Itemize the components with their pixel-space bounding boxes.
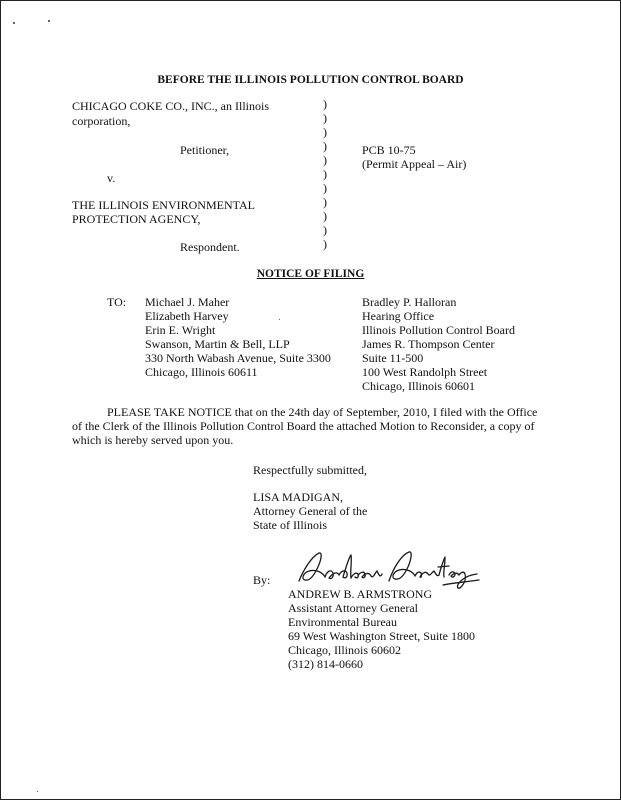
case-number: PCB 10-75 [362,143,416,157]
recipient-line: Erin E. Wright [145,323,216,337]
recipient-line: Hearing Office [362,309,435,323]
paren: ) [323,139,327,153]
recipient-line: Bradley P. Halloran [362,295,457,309]
paren: ) [323,97,327,111]
caption-parentheses [323,97,327,251]
signer-line: ANDREW B. ARMSTRONG [288,587,433,601]
scan-speck [13,22,15,24]
versus-label: v. [107,171,116,185]
case-type: (Permit Appeal – Air) [362,157,467,171]
respondent-label: Respondent. [180,240,240,254]
scan-speck [37,791,38,792]
paren: ) [323,237,327,251]
recipient-line: 100 West Randolph Street [362,365,488,379]
to-label: TO: [107,295,127,309]
paren: ) [323,125,327,139]
party1-line2: corporation, [72,114,131,128]
signer-block [288,587,475,671]
recipient-line: Chicago, Illinois 60601 [362,379,475,393]
attorney-general-block [253,490,367,532]
recipient-line: Elizabeth Harvey [145,309,229,323]
recipient-line: Chicago, Illinois 60611 [145,365,258,379]
paren: ) [323,111,327,125]
petitioner-label: Petitioner, [180,143,230,157]
recipient-line: Suite 11-500 [362,351,424,365]
recipient-line: Illinois Pollution Control Board [362,323,516,337]
paren: ) [323,195,327,209]
signer-line: Chicago, Illinois 60602 [288,643,401,657]
party2-line1: THE ILLINOIS ENVIRONMENTAL [72,198,256,212]
recipients-left [145,295,331,379]
recipient-line: Swanson, Martin & Bell, LLP [145,337,290,351]
signer-line: Environmental Bureau [288,615,397,629]
party2-line2: PROTECTION AGENCY, [72,212,201,226]
party1-line1: CHICAGO COKE CO., INC., an Illinois [72,99,269,113]
signer-line: (312) 814-0660 [288,657,363,671]
signer-line: 69 West Washington Street, Suite 1800 [288,629,475,643]
scan-speck [48,20,50,22]
paren: ) [323,223,327,237]
paren: ) [323,153,327,167]
paren: ) [323,209,327,223]
notice-body: PLEASE TAKE NOTICE that on the 24th day of September, 2010, I filed with the Office of the Clerk of the Illinois Pollution Control Board the attached Motion to Reconsider, a copy of which is hereby served upon you. [72,405,538,447]
recipient-line: James R. Thompson Center [362,337,495,351]
closing-line: Respectfully submitted, [253,463,367,477]
paren: ) [323,167,327,181]
by-label: By: [253,573,271,587]
recipient-line: Michael J. Maher [145,295,230,309]
notice-heading: NOTICE OF FILING [256,268,365,280]
signer-line: Assistant Attorney General [288,601,418,615]
recipients-right [362,295,515,393]
ag-line: LISA MADIGAN, [253,490,343,504]
recipient-line: 330 North Wabash Avenue, Suite 3300 [145,351,331,365]
ag-line: Attorney General of the [253,504,368,518]
paren: ) [323,181,327,195]
ag-line: State of Illinois [253,518,327,532]
document-title: BEFORE THE ILLINOIS POLLUTION CONTROL BOARD [157,74,464,86]
